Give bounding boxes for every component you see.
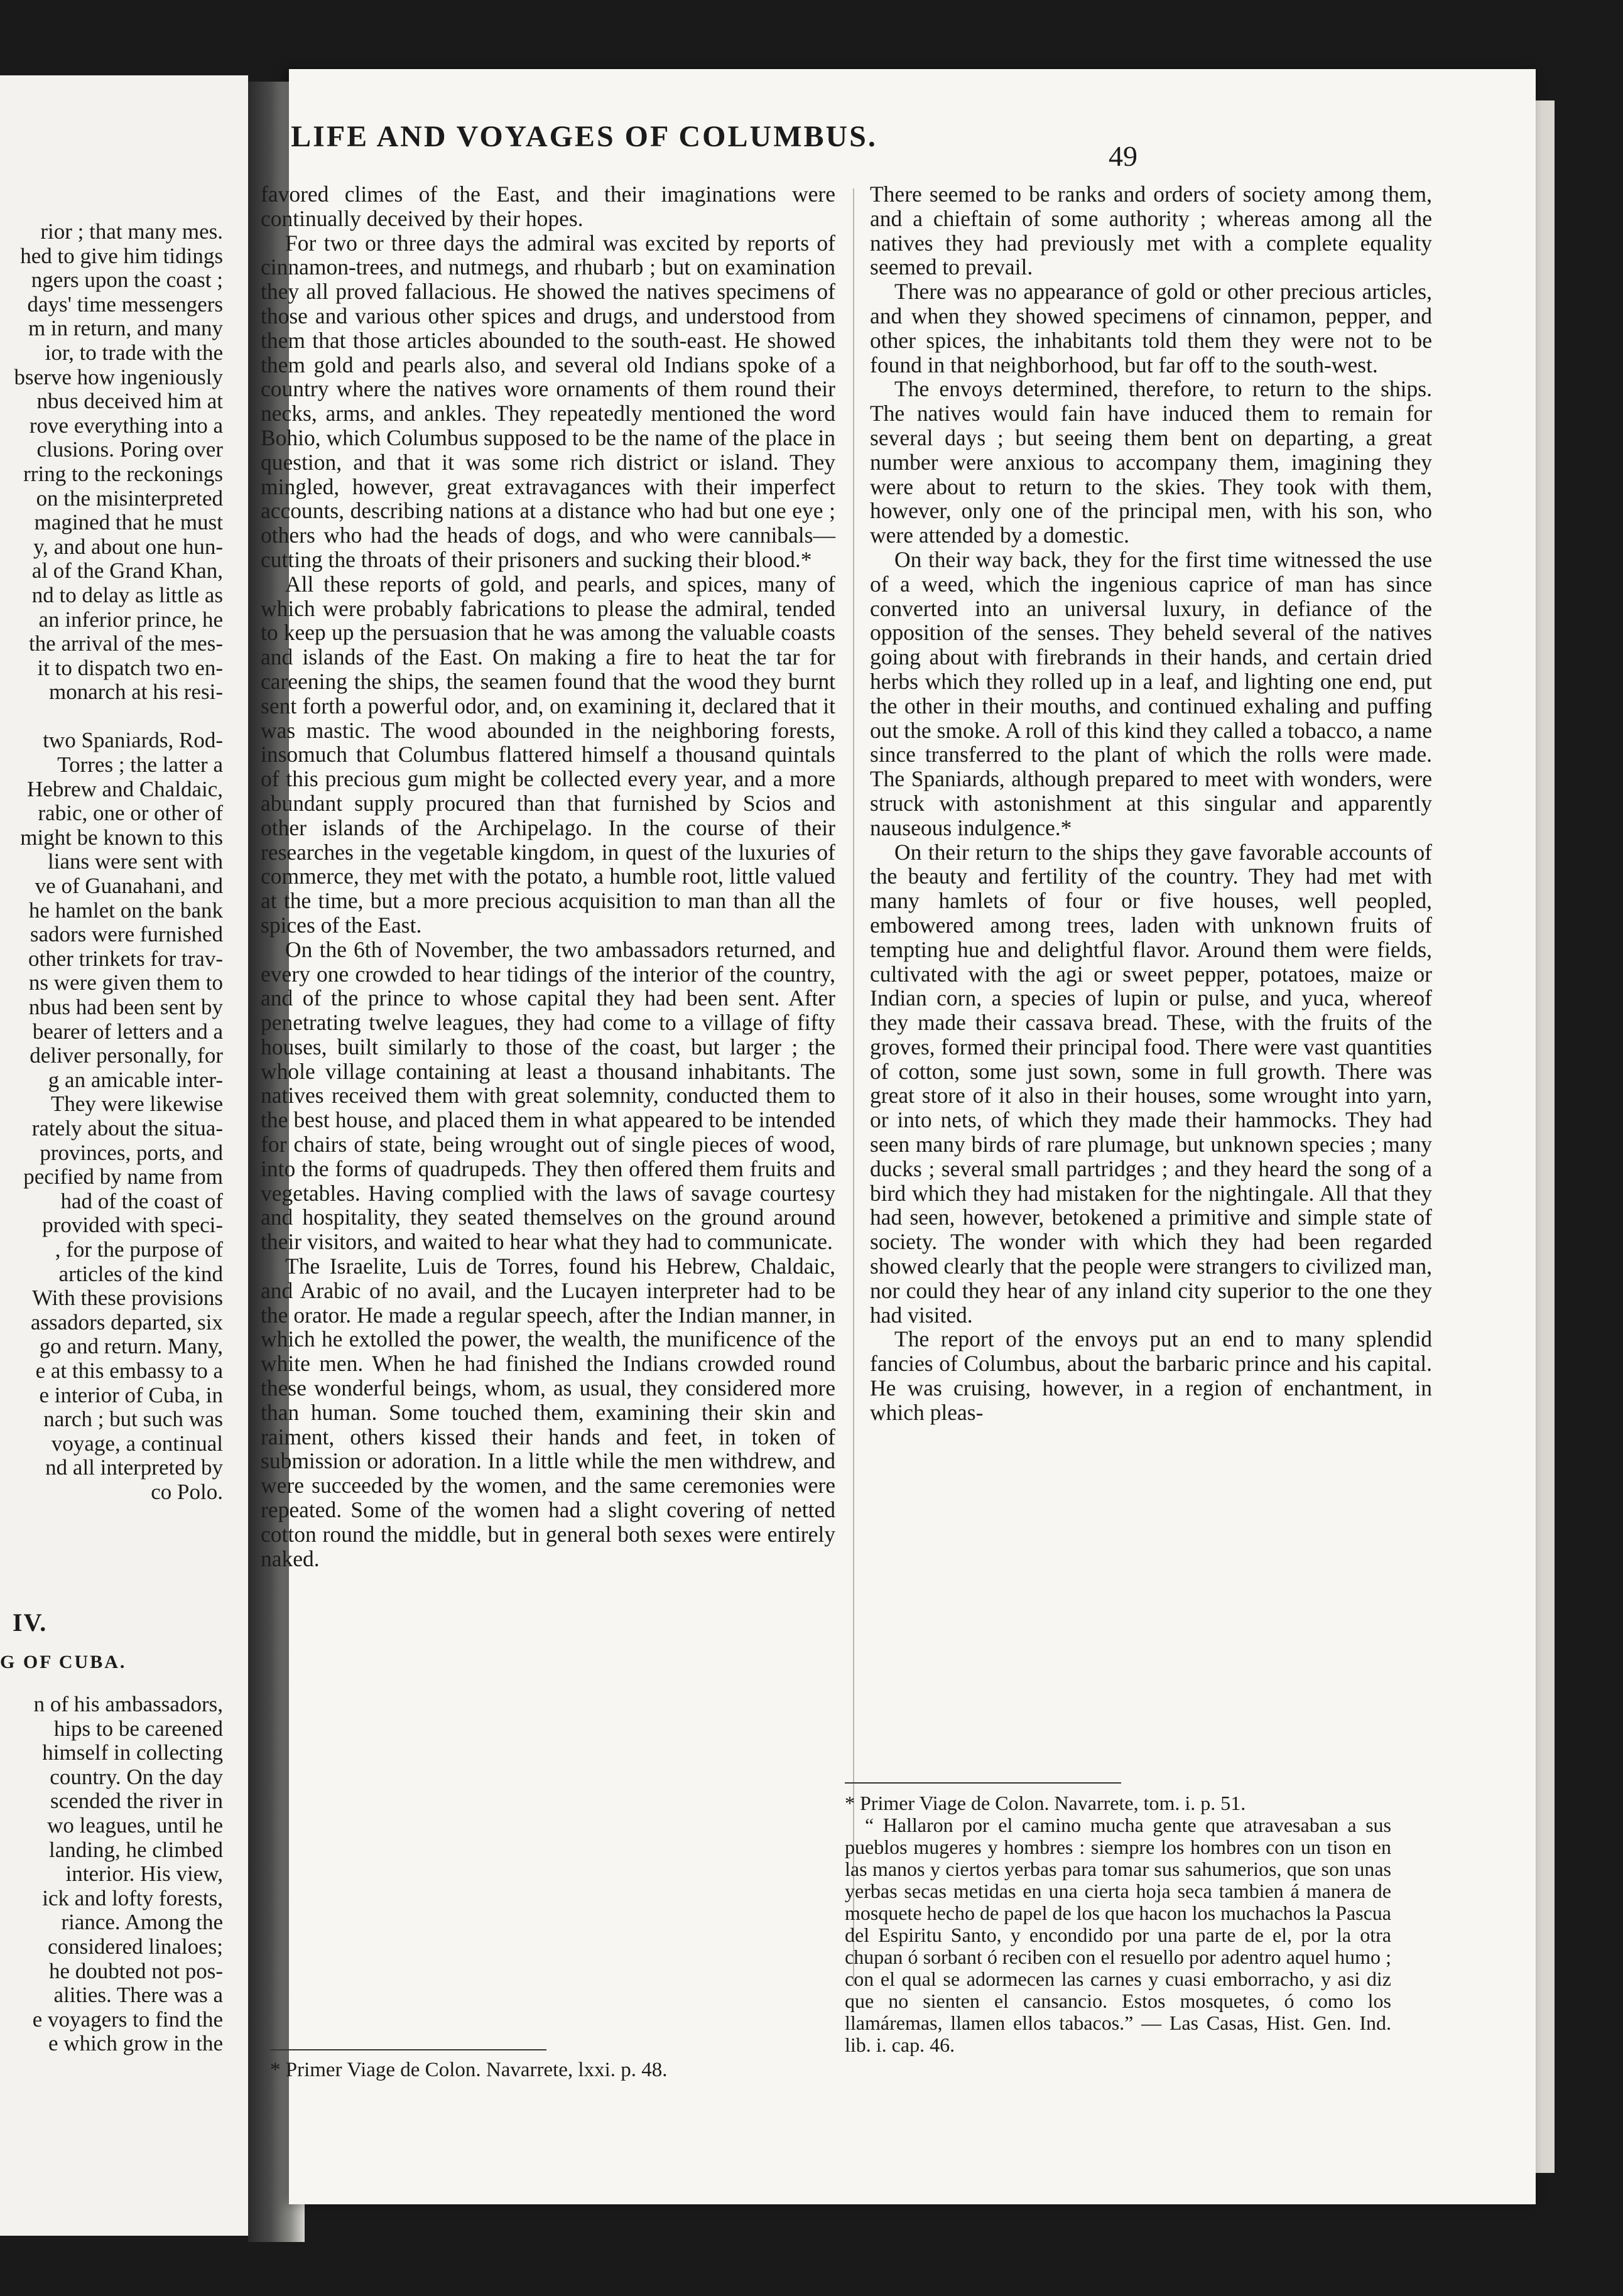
facing-page-line: ick and lofty forests, [42,1885,223,1910]
facing-page-line: rove everything into a [29,413,223,438]
facing-page-line: alities. There was a [53,1983,223,2008]
running-title: LIFE AND VOYAGES OF COLUMBUS. [291,120,877,153]
facing-page-line: e interior of Cuba, in [39,1382,223,1407]
facing-page-line: country. On the day [50,1764,223,1789]
facing-page-line: m in return, and many [28,316,223,341]
paragraph: On the 6th of November, the two ambassadors returned, and every one crowded to hear tidings of the interior of the country, and of the prince to whose capital they had been sent. After penetrating twelve leagues, they had come to a village of fifty houses, built similarly to those of the coast, but larger ; the whole village containing at least a thousand inhabitants. The natives received them with great solemnity, conducted them to the best house, and placed them in what appeared to be intended for chairs of state, being wrought out of single pieces of wood, into the forms of quadrupeds. They then offered them fruits and vegetables. Having complied with the laws of savage courtesy and hospitality, they seated themselves on the ground around their visitors, and waited to hear what they had to communicate. [261,936,835,1255]
facing-page-line: ior, to trade with the [45,340,223,365]
text-column-left [261,182,835,1571]
facing-page-line: clusions. Poring over [36,437,223,462]
facing-page-line: provided with speci- [42,1213,223,1238]
facing-page-line: had of the coast of [60,1188,223,1213]
footnote-rule [845,1782,1121,1784]
facing-page-line: With these provisions [32,1286,223,1311]
facing-page-line: landing, he climbed [48,1837,223,1862]
facing-page-line: scended the river in [50,1789,223,1814]
column-divider [853,188,854,1985]
paragraph: For two or three days the admiral was excited by reports of cinnamon-trees, and nutmegs, and rhubarb ; but on examination they all proved fallacious. He showed the natives specimens of those and various other spices and drugs, and understood from them that those articles abounded to the south-east. He showed them gold and pearls also, and several old Indians spoke of a country where the natives wore ornaments of them round their necks, arms, and ankles. They repeatedly mentioned the word Bohio, which Columbus supposed to be the name of the place in question, and that it was some rich district or island. They mingled, however, great extravagances with their imperfect accounts, describing nations at a distance who had but one eye ; others who had the heads of dogs, and who were cannibals—cutting the throats of their prisoners and sucking their blood.* [261,230,835,572]
paragraph: The report of the envoys put an end to many splendid fancies of Columbus, about the barbaric prince and his capital. He was cruising, however, in a region of enchantment, in which pleas- [870,1326,1432,1425]
paragraph: The envoys determined, therefore, to return to the ships. The natives would fain have induced them to remain for several days ; but seeing them bent on departing, a great number were anxious to accompany them, imagining they were about to return to the skies. They took with them, however, only one of the principal men, with his son, who were attended by a domestic. [870,376,1432,548]
facing-page-line: it to dispatch two en- [37,655,223,680]
facing-page-line: provinces, ports, and [40,1140,223,1165]
text-column-right [870,182,1432,1425]
facing-page-line: nbus deceived him at [36,389,223,414]
footnote-rule [270,2049,546,2050]
facing-page-line: he doubted not pos- [48,1958,223,1983]
facing-page-line: Hebrew and Chaldaic, [27,776,223,801]
paragraph: On their return to the ships they gave favorable accounts of the beauty and fertility of the country. They had met with many hamlets of four or five houses, well peopled, embowered among trees, laden with unknown fruits of tempting hue and delightful flavor. Around them were fields, cultivated with the agi or sweet pepper, potatoes, maize or Indian corn, a species of lupin or pulse, and yuca, whereof they made their cassava bread. These, with the fruits of the groves, formed their principal food. There were vast quantities of cotton, some just sown, some in full growth. There was great store of it also in their houses, some wrought into yarn, or into nets, of which they made their hammocks. They had seen many birds of rare plumage, but unknown species ; many ducks ; several small partridges ; and they heard the song of a bird which they had mistaken for the nightingale. All that they had seen, however, betokened a primitive and simple state of society. The wonder with which they had been regarded showed clearly that the people were strangers to civilized man, nor could they hear of any inland city superior to the one they had visited. [870,839,1432,1328]
facing-page-line: considered linaloes; [48,1934,223,1959]
facing-page-line: hed to give him tidings [20,243,223,268]
facing-page-line: nd to delay as little as [31,582,223,607]
facing-page-line: nbus had been sent by [28,995,223,1019]
footnote-text: * Primer Viage de Colon. Navarrete, lxxi. p. 48. [270,2059,668,2081]
facing-page-fragment [0,75,248,2236]
facing-page-line: , for the purpose of [55,1237,223,1262]
facing-page-line: ns were given them to [28,970,223,995]
facing-page-line: articles of the kind [58,1261,223,1286]
footnote-citation: * Primer Viage de Colon. Navarrete, tom. i. p. 51. [845,1792,1246,1814]
facing-page-text-bottom [0,1692,223,2056]
paragraph: The Israelite, Luis de Torres, found his Hebrew, Chaldaic, and Arabic of no avail, and the Lucayen interpreter had to be the orator. He made a regular speech, after the Indian manner, in which he extolled the power, the wealth, the munificence of the white men. When he had finished the Indians crowded round these wonderful beings, whom, as usual, they considered more than human. Some touched them, examining their skin and raiment, others kissed their hands and feet, in token of submission or adoration. In a little while the men withdrew, and were succeeded by the women, and the same ceremonies were repeated. Some of the women had a slight covering of netted cotton round the middle, but in general both sexes were entirely naked. [261,1254,835,1571]
facing-page-line: co Polo. [151,1479,223,1504]
facing-page-line: ngers upon the coast ; [31,268,223,293]
facing-page-line: might be known to this [20,825,223,850]
facing-page-line: he hamlet on the bank [28,897,223,923]
facing-page-line: ve of Guanahani, and [35,874,223,899]
facing-page-line: rring to the reckonings [23,461,223,486]
facing-page-chapter-number: IV. [13,1608,48,1637]
facing-page-line [0,705,223,729]
facing-page-line: Torres ; the latter a [57,752,223,777]
facing-page-line: g an amicable inter- [48,1067,223,1092]
facing-page-line: lians were sent with [48,849,223,874]
page-edge [1536,100,1555,2173]
facing-page-line: voyage, a continual [51,1431,223,1456]
paragraph: There seemed to be ranks and orders of society among them, and a chieftain of some authority ; whereas among all the natives they had previously met with a complete equality seemed to prevail. [870,181,1432,280]
facing-page-line: y, and about one hun- [33,534,223,559]
facing-page-line: bearer of letters and a [32,1019,223,1044]
facing-page-line: They were likewise [50,1091,223,1117]
footnote-left [270,2044,835,2081]
facing-page-line: n of his ambassadors, [33,1692,223,1716]
facing-page-line: narch ; but such was [43,1407,223,1432]
facing-page-line: himself in collecting [42,1740,223,1765]
facing-page-line: two Spaniards, Rod- [43,728,223,753]
facing-page-line: rabic, one or other of [38,801,223,826]
facing-page-line: an inferior prince, he [38,607,223,632]
facing-page-line: days' time messengers [27,291,223,317]
facing-page-line: on the misinterpreted [36,485,223,511]
facing-page-line: go and return. Many, [39,1334,223,1359]
paragraph: favored climes of the East, and their imaginations were continually deceived by their hopes. [261,181,835,231]
facing-page-line: magined that he must [34,510,223,535]
facing-page-line: hips to be careened [53,1716,223,1741]
facing-page-line: e voyagers to find the [32,2006,223,2032]
facing-page-line: monarch at his resi- [49,680,223,705]
facing-page-line: the arrival of the mes- [28,631,223,656]
facing-page-line: rior ; that many mes. [40,219,223,244]
facing-page-text-top [0,220,223,1504]
facing-page-line: wo leagues, until he [47,1812,223,1838]
facing-page-line: nd all interpreted by [45,1455,223,1480]
facing-page-line: sadors were furnished [30,922,223,947]
facing-page-line: assadors departed, six [30,1309,223,1335]
facing-page-line: pecified by name from [23,1164,223,1189]
facing-page-line: riance. Among the [61,1910,223,1935]
facing-page-line: rately about the situa- [31,1115,223,1140]
page-number: 49 [1109,140,1137,172]
facing-page-line: e which grow in the [48,2031,223,2056]
paragraph: There was no appearance of gold or other precious articles, and when they showed specimens of cinnamon, pepper, and other spices, the inhabitants told them they were not to be found in that neighborhood, but far off to the south-west. [870,279,1432,377]
facing-page-line: interior. His view, [65,1861,223,1887]
facing-page-chapter-title: G OF CUBA. [0,1652,127,1672]
facing-page-line: deliver personally, for [30,1043,223,1068]
facing-page-line: other trinkets for trav- [28,946,223,971]
footnote-right [845,1777,1391,2056]
facing-page-line: al of the Grand Khan, [31,558,223,583]
paragraph: All these reports of gold, and pearls, and spices, many of which were probably fabrications to please the admiral, tended to keep up the persuasion that he was among the valuable coasts and islands of the East. On making a fire to heat the tar for careening the ships, the seamen found that the wood they burnt sent forth a powerful odor, and, on examining it, declared that it was mastic. The wood abounded in the neighboring forests, insomuch that Columbus flattered himself a thousand quintals of this precious gum might be collected every year, and a more abundant supply procured than that furnished by Scios and other islands of the Archipelago. In the course of their researches in the vegetable kingdom, in quest of the luxuries of commerce, they met with the potato, a humble root, little valued at the time, but a more precious acquisition to man than all the spices of the East. [261,571,835,938]
facing-page-line: bserve how ingeniously [14,364,223,389]
footnote-quotation: “ Hallaron por el camino mucha gente que atravesaban a sus pueblos mugeres y hombres : siempre los hombres con un tison en las manos y ciertos yerbas para tomar sus sahumerios, que son unas yerbas secas metidas en una cierta hoja seca tambien á manera de mosquete hecho de papel de los que hacon los muchachos la Pascua del Espiritu Santo, y encondido por una parte de el, por la otra chupan ó sorbant ó reciben con el resuello por adentro aquel humo ; con el qual se adormecen las carnes y cuasi emborracho, y asi diz que no sienten el cansancio. Estos mosquetes, ó como los llamáremas, llamen ellos tabacos.” — Las Casas, Hist. Gen. Ind. lib. i. cap. 46. [845,1814,1391,2056]
paragraph: On their way back, they for the first time witnessed the use of a weed, which the ingenious caprice of man has since converted into an universal luxury, in defiance of the opposition of the senses. They beheld several of the natives going about with firebrands in their hands, and certain dried herbs which they rolled up in a leaf, and lighting one end, put the other in their mouths, and continued exhaling and puffing out the smoke. A roll of this kind they called a tobacco, a name since transferred to the plant of which the rolls were made. The Spaniards, although prepared to meet with wonders, were struck with astonishment at this singular and apparently nauseous indulgence.* [870,546,1432,840]
facing-page-line: e at this embassy to a [35,1358,223,1383]
